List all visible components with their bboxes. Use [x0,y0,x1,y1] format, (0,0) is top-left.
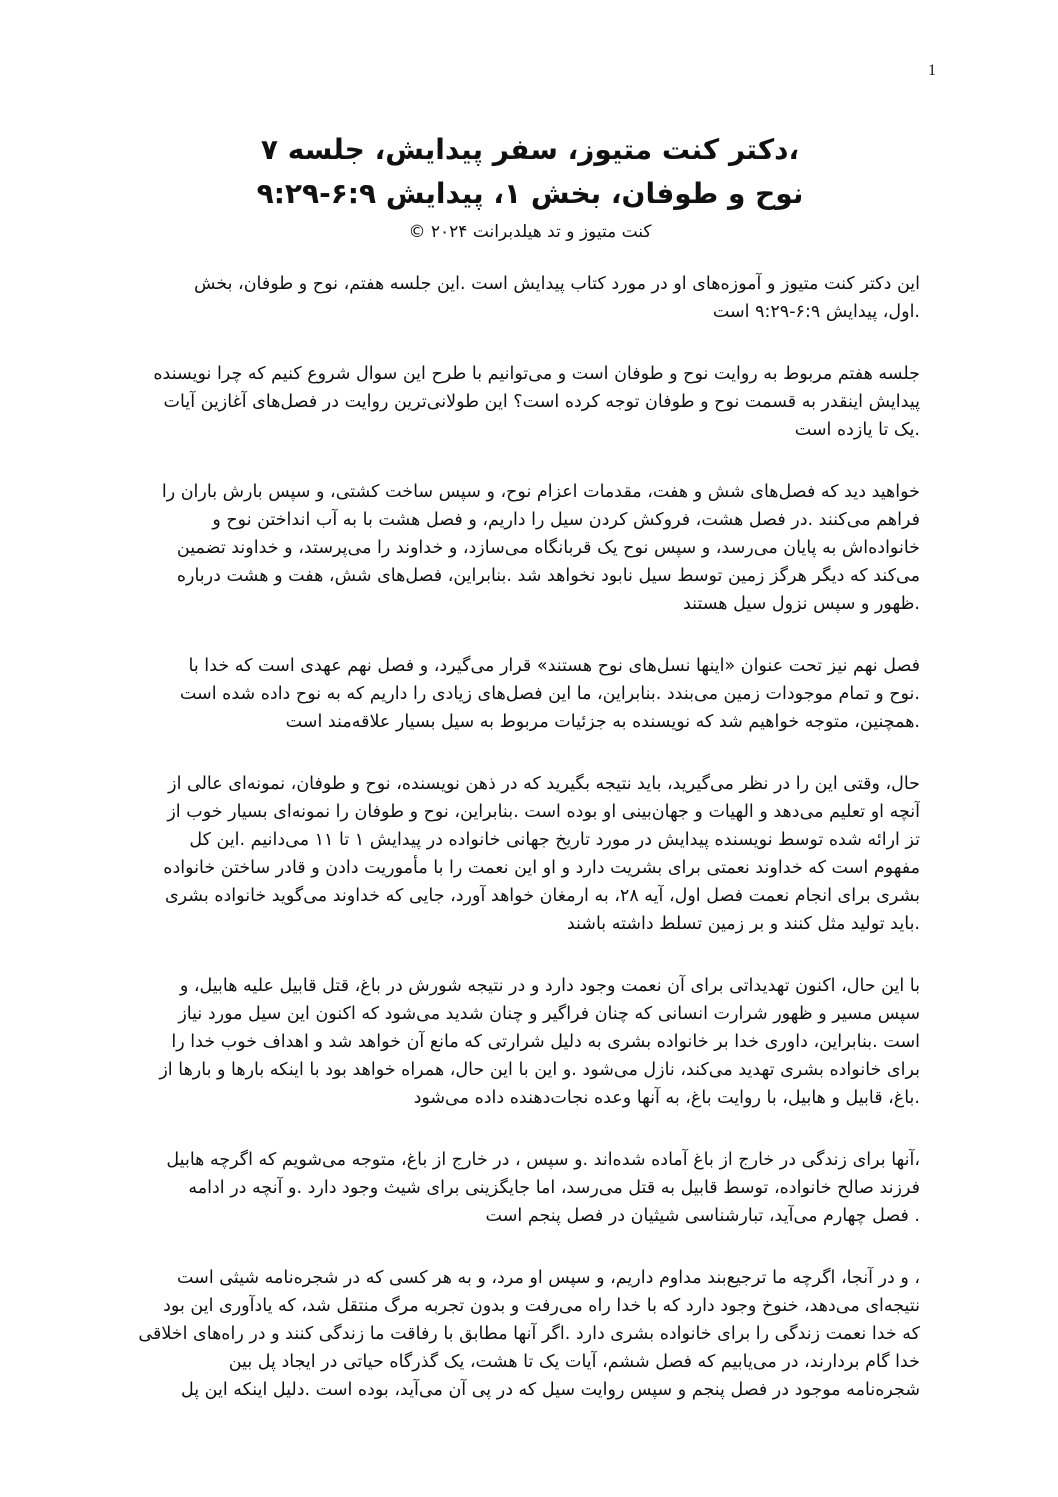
paragraph-intro [128,270,920,326]
page-number: 1 [928,62,936,79]
text-line: سپس مسیر و ظهور شرارت انسانی که چنان فراگیر و چنان شدید می‌شود که اکنون این سیل مورد نیاز [178,1004,920,1024]
text-line: فراهم می‌کنند .در فصل هشت، فروکش کردن سیل را داریم، و فصل هشت با به آب انداختن نوح و [212,510,920,530]
paragraph-chapters-six-to-eight [128,478,920,618]
text-line: .باید تولید مثل کنند و بر زمین تسلط داشته باشند [566,914,920,934]
text-line: پیدایش اینقدر به قسمت نوح و طوفان توجه کرده است؟ این طولانی‌ترین روایت در فصل‌های آغازین آیات [163,392,920,412]
text-line: .نوح و تمام موجودات زمین می‌بندد .بنابراین، ما این فصل‌های زیادی را داریم که به نوح داده شده است [179,684,920,704]
text-line: فرزند صالح خانواده، توسط قابیل به قتل می‌رسد، اما جایگزینی برای شیث وجود دارد .و آنچه در ادامه [188,1178,920,1198]
text-line: ، و در آنجا، اگرچه ما ترجیع‌بند مداوم داریم، و سپس او مرد، و به هر کسی که در شجره‌نامه شیثی است [176,1268,920,1288]
text-line: بشری برای انجام نعمت فصل اول، آیه ۲۸، به ارمغان خواهد آورد، جایی که خداوند می‌گوید خانواده بشری [164,886,920,906]
text-line: که خدا نعمت زندگی را برای خانواده بشری دارد .اگر آنها مطابق با رفاقت ما زندگی کنند و در راه‌های اخلاقی [138,1324,920,1344]
text-line: می‌کند که دیگر هرگز زمین توسط سیل نابود نخواهد شد .بنابراین، فصل‌های شش، هفت و هشت درباره [176,566,920,586]
text-line: این دکتر کنت متیوز و آموزه‌های او در مورد کتاب پیدایش است .این جلسه هفتم، نوح و طوفان، بخش [194,274,920,294]
text-line: خواهید دید که فصل‌های شش و هفت، مقدمات اعزام نوح، و سپس ساخت کشتی، و سپس بارش باران را [161,482,920,502]
text-line: شجره‌نامه موجود در فصل پنجم و سپس روایت سیل که در پی آن می‌آید، بوده است .دلیل اینکه این پل [180,1380,920,1400]
text-line: ،آنها برای زندگی در خارج از باغ آماده شده‌اند .و سپس ، در خارج از باغ، متوجه می‌شویم که اگرچه هابیل [166,1150,920,1170]
paragraph-thesis [128,770,920,938]
text-line: حال، وقتی این را در نظر می‌گیرید، باید نتیجه بگیرید که در ذهن نویسنده، نوح و طوفان، نمونه‌ای عالی از [168,774,920,794]
text-line: . فصل چهارم می‌آید، تبارشناسی شیثیان در فصل پنجم است [485,1206,920,1226]
text-line: .باغ، قابیل و هابیل، با روایت باغ، به آنها وعده نجات‌دهنده داده می‌شود [413,1088,920,1108]
text-line: .یک تا یازده است [794,420,920,440]
text-line: خدا گام بردارند، در می‌یابیم که فصل ششم، آیات یک تا هشت، یک گذرگاه حیاتی در ایجاد پل بین [228,1352,920,1372]
text-line: خانواده‌اش به پایان می‌رسد، و سپس نوح یک قربانگاه می‌سازد، و خداوند را می‌پرستد، و خداوند تضمین [176,538,920,558]
text-line: است .بنابراین، داوری خدا بر خانواده بشری به دلیل شرارتی که مانع آن خواهد شد و اهداف خوب خدا را [171,1032,920,1052]
text-line: .همچنین، متوجه خواهیم شد که نویسنده به جزئیات مربوط به سیل بسیار علاقه‌مند است [285,712,920,732]
text-line: فصل نهم نیز تحت عنوان «اینها نسل‌های نوح هستند» قرار می‌گیرد، و فصل نهم عهدی است که خدا با [188,656,920,676]
text-line: با این حال، اکنون تهدیداتی برای آن نعمت وجود دارد و در نتیجه شورش در باغ، قتل قابیل علیه هابیل، و [179,976,920,996]
paragraph-outside-garden [128,1146,920,1230]
text-line: تز ارائه شده توسط نویسنده پیدایش در مورد تاریخ جهانی خانواده در پیدایش ۱ تا ۱۱ می‌دانیم .این کل [189,830,920,850]
text-line: آنچه او تعلیم می‌دهد و الهیات و جهان‌بینی او بوده است .بنابراین، نوح و طوفان را نمونه‌ای بسیار خوب از [167,802,920,822]
document-copyright: کنت متیوز و تد هیلدبرانت ۲۰۲۴ © [408,222,652,242]
document-title-line-2: نوح و طوفان، بخش ۱، پیدایش ۶:۹-۹:۲۹ [256,177,804,210]
text-line: .اول، پیدایش ۶:۹-۹:۲۹ است [712,302,920,322]
document-body [128,270,920,1438]
text-line: برای خانواده بشری تهدید می‌کند، نازل می‌شود .و این با این حال، همراه خواهد بود با اینکه بارها و بارها از [159,1060,920,1080]
text-line: مفهوم است که خداوند نعمتی برای بشریت دارد و او این نعمت را با مأموریت دادن و قادر ساختن خانواده [163,858,920,878]
text-line: جلسه هفتم مربوط به روایت نوح و طوفان است و می‌توانیم با طرح این سوال شروع کنیم که چرا نویسنده [153,364,920,384]
document-header [150,128,910,248]
paragraph-session-overview [128,360,920,444]
text-line: .ظهور و سپس نزول سیل هستند [682,594,920,614]
paragraph-chapter-nine [128,652,920,736]
paragraph-threats [128,972,920,1112]
document-title-line-1: ،دکتر کنت متیوز، سفر پیدایش، جلسه ۷ [260,133,800,166]
paragraph-genealogy [128,1264,920,1404]
text-line: نتیجه‌ای می‌دهد، خنوخ وجود دارد که با خدا راه می‌رفت و بدون تجربه مرگ منتقل شد، که یادآوری این بود [163,1296,920,1316]
